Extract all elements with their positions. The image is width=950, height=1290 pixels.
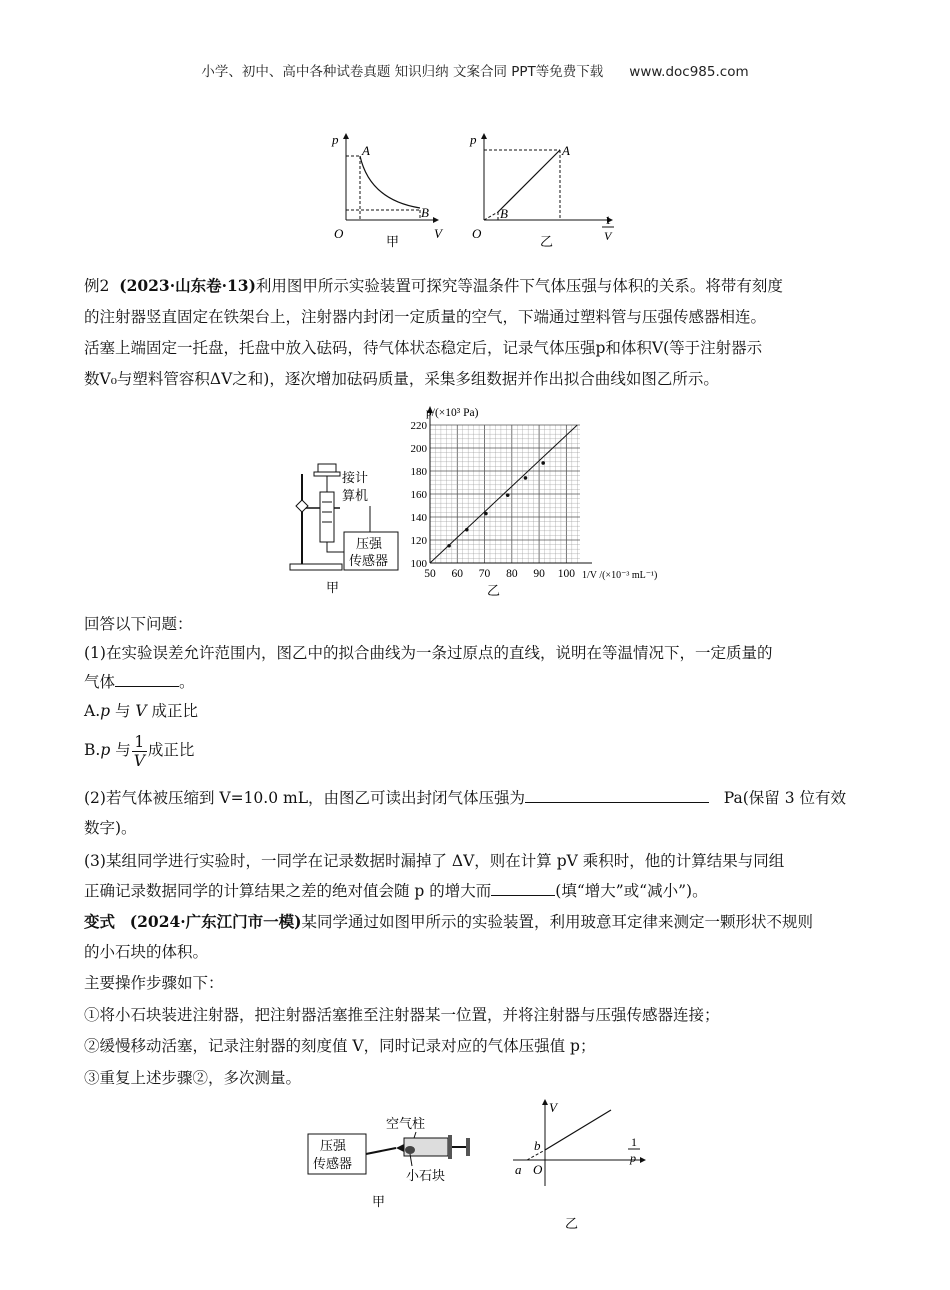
y-tick-label: 140 <box>410 512 427 524</box>
x-label-num: 1 <box>631 1135 637 1149</box>
x-tick-label: 100 <box>557 568 575 580</box>
steps-title: 主要操作步骤如下： <box>84 974 224 992</box>
option-b[interactable]: B.p 与 $\frac{1}{V}$ 成正比 <box>84 732 195 770</box>
y-tick-label: 200 <box>410 443 427 455</box>
y-axis-label: p/(×10³ Pa) <box>426 407 479 419</box>
data-point <box>484 512 488 516</box>
y-label: p <box>470 132 477 147</box>
example-text: 利用图甲所示实验装置可探究等温条件下气体压强与体积的关系。将带有刻度 <box>255 277 783 295</box>
figure-1-yi <box>462 128 622 248</box>
sensor-label-2: 传感器 <box>313 1156 353 1171</box>
x-tick-label: 70 <box>478 568 491 580</box>
y-tick-label: 220 <box>410 420 427 432</box>
connect-label: 接计 <box>342 470 369 485</box>
step-1: ①将小石块装进注射器，把注射器活塞推至注射器某一位置，并将注射器与压强传感器连接； <box>84 1006 720 1024</box>
x-label-num: 1 <box>605 213 611 227</box>
computer-label: 算机 <box>342 488 369 503</box>
question-3-line-2: 正确记录数据同学的计算结果之差的绝对值会随 p 的增大而 (填“增大”或“减小”)。 <box>84 882 708 900</box>
y-tick-label: 160 <box>410 489 427 501</box>
y-label: p <box>332 132 339 147</box>
data-point <box>524 476 528 480</box>
caption: 甲 <box>326 580 340 595</box>
page-header <box>0 60 950 80</box>
point-b-label: B <box>500 206 508 221</box>
fit-line <box>545 1110 611 1150</box>
example-line-3: 活塞上端固定一托盘，托盘中放入砝码，待气体状态稳定后，记录气体压强p和体积V(等于注射器示 <box>84 339 763 357</box>
x-label: V <box>434 226 442 241</box>
question-3-blank[interactable] <box>491 880 555 896</box>
figure-2-apparatus <box>282 452 402 597</box>
data-point <box>506 493 510 497</box>
step-3: ③重复上述步骤②，多次测量。 <box>84 1069 302 1087</box>
point-a-label: A <box>562 143 570 158</box>
a-label: a <box>515 1162 522 1177</box>
point-b-label: B <box>421 205 429 220</box>
data-point <box>465 528 469 532</box>
origin-label: O <box>472 226 482 241</box>
y-tick-label: 120 <box>410 535 427 547</box>
point-a-label: A <box>362 143 370 158</box>
question-2-blank[interactable] <box>525 787 709 803</box>
question-2-line-1: (2)若气体被压缩到 V=10.0 mL，由图乙可读出封闭气体压强为 Pa(保留 3 位有效 <box>84 789 847 807</box>
fit-line <box>498 150 560 212</box>
fraction-1-over-v: $\frac{1}{V}$ <box>133 732 145 770</box>
data-point <box>447 544 451 548</box>
example-line-2: 的注射器竖直固定在铁架台上，注射器内封闭一定质量的空气，下端通过塑料管与压强传感器相连。 <box>84 308 767 326</box>
variant-label: 变式 <box>84 912 116 931</box>
origin-label: O <box>533 1162 543 1177</box>
question-1-blank[interactable] <box>115 671 179 687</box>
origin-label: O <box>334 226 344 241</box>
sensor-label-2: 传感器 <box>349 553 389 568</box>
x-tick-label: 60 <box>451 568 464 580</box>
y-tick-label: 180 <box>410 466 427 478</box>
question-1-line-2: 气体 。 <box>84 673 195 691</box>
x-tick-label: 90 <box>533 568 545 580</box>
caption: 甲 <box>386 234 400 248</box>
question-1-line-1: (1)在实验误差允许范围内，图乙中的拟合曲线为一条过原点的直线，说明在等温情况下，一定质量的 <box>84 644 773 662</box>
header-text: 小学、初中、高中各种试卷真题 知识归纳 文案合同 PPT等免费下载 <box>201 64 604 80</box>
example-line-4: 数V₀与塑料管容积ΔV之和)，逐次增加砝码质量，采集多组数据并作出拟合曲线如图乙所示。 <box>84 370 719 388</box>
figure-2-chart <box>400 405 670 597</box>
option-a[interactable]: A.p 与 V 成正比 <box>84 702 199 720</box>
questions-intro: 回答以下问题： <box>84 615 193 633</box>
example-label: 例2 <box>84 277 110 295</box>
sensor-label-1: 压强 <box>320 1138 347 1153</box>
x-tick-label: 80 <box>506 568 518 580</box>
variant-line-1: 变式 (2024·广东江门市一模)某同学通过如图甲所示的实验装置，利用玻意耳定律来测定一颗形状不规则 <box>84 912 814 931</box>
caption: 乙 <box>565 1216 579 1231</box>
variant-line-2: 的小石块的体积。 <box>84 943 209 961</box>
example-line-1 <box>84 274 884 298</box>
figure-3-graph <box>505 1094 655 1234</box>
isotherm-curve <box>360 156 420 208</box>
data-point <box>541 461 545 465</box>
x-axis-label: 1/V /(×10⁻³ mL⁻¹) <box>582 570 658 581</box>
stone-label: 小石块 <box>406 1168 446 1183</box>
b-label: b <box>534 1138 541 1153</box>
header-url[interactable]: www.doc985.com <box>629 64 749 80</box>
chart-caption: 乙 <box>487 583 501 597</box>
figure-3-syringe <box>300 1108 480 1208</box>
sensor-label-1: 压强 <box>356 536 383 551</box>
x-label-den: p <box>630 1151 636 1165</box>
stone <box>405 1146 415 1154</box>
question-3-line-1: (3)某组同学进行实验时，一同学在记录数据时漏掉了 ΔV，则在计算 pV 乘积时，他的计算结果与同组 <box>84 852 785 870</box>
y-tick-label: 100 <box>410 558 427 570</box>
y-label: V <box>549 1100 557 1115</box>
example-source: (2023·山东卷·13) <box>119 276 256 295</box>
x-tick-label: 50 <box>424 568 436 580</box>
variant-source: (2024·广东江门市一模) <box>129 912 302 931</box>
x-label-den: V <box>604 229 612 243</box>
air-column-label: 空气柱 <box>386 1116 426 1131</box>
figure-1-jia <box>320 128 450 248</box>
question-2-line-2: 数字)。 <box>84 819 137 837</box>
caption: 甲 <box>372 1194 386 1208</box>
step-2: ②缓慢移动活塞，记录注射器的刻度值 V，同时记录对应的气体压强值 p； <box>84 1037 596 1055</box>
caption: 乙 <box>540 234 554 248</box>
